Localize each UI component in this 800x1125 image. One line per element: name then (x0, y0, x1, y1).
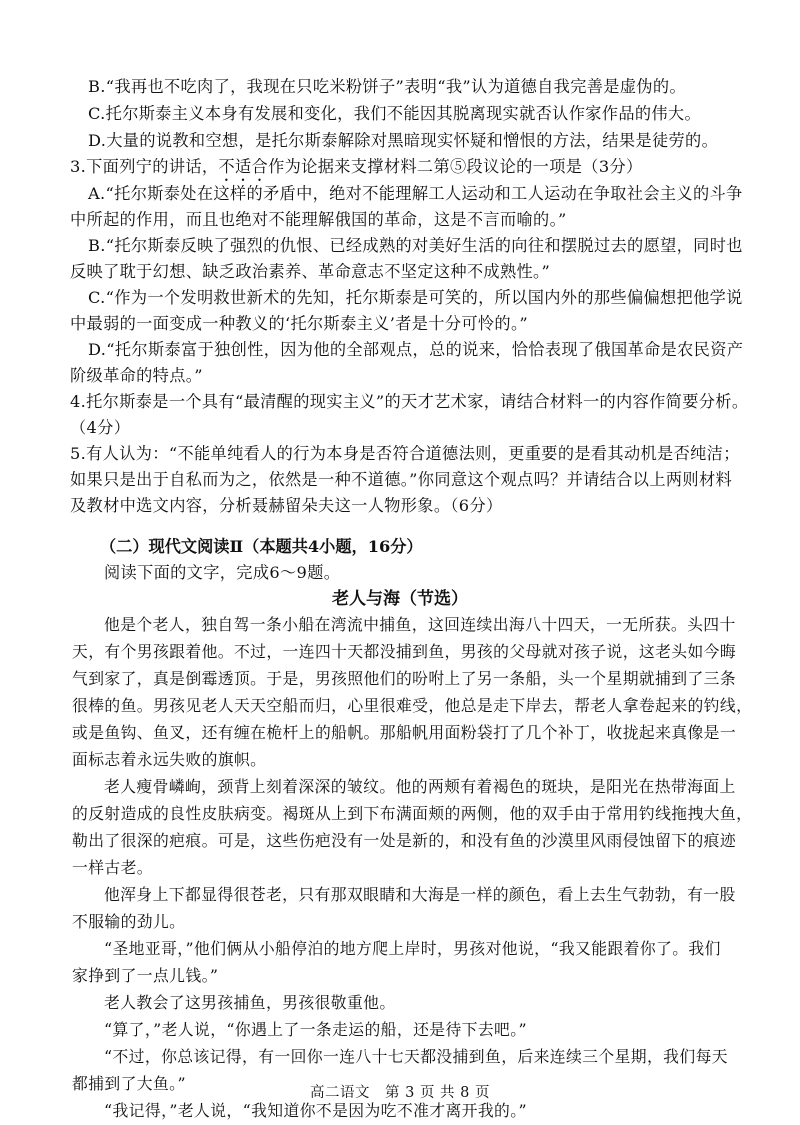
q2-option-c: C.托尔斯泰主义本身有发展和变化，我们不能因其脱离现实就否认作家作品的伟大。 (88, 104, 702, 123)
q3-option-d-line2: 阶级革命的特点。” (70, 366, 203, 385)
q5-line1: 5.有人认为：“不能单纯看人的行为本身是否符合道德法则，更重要的是看其动机是否纯洁； (70, 444, 740, 463)
q3-option-c-line2: 中最弱的一面变成一种教义的‘托尔斯泰主义’者是十分可怜的。” (70, 314, 529, 333)
story-p4-line1: “圣地亚哥，”他们俩从小船停泊的地方爬上岸时，男孩对他说，“我又能跟着你了。我们 (104, 939, 721, 958)
story-p1-line6: 面标志着永远失败的旗帜。 (72, 750, 267, 769)
story-p1-line3: 气到家了，真是倒霉透顶。于是，男孩照他们的吩咐上了另一条船，头一个星期就捕到了三条 (72, 669, 737, 688)
story-p4-line2: 家挣到了一点儿钱。” (72, 966, 219, 985)
story-p2-line2: 的反射造成的良性皮肤病变。褐斑从上到下布满面颊的两侧，他的双手由于常用钓线拖拽大鱼， (72, 804, 753, 823)
story-p1-line2: 天，有个男孩跟着他。不过，一连四十天都没捕到鱼，男孩的父母就对孩子说，这老头如今晦 (72, 642, 737, 661)
passage-title: 老人与海（节选） (332, 589, 468, 609)
section-instruction: 阅读下面的文字，完成6～9题。 (104, 563, 341, 582)
q3-option-a-line1: A.“托尔斯泰处在这样的矛盾中，绝对不能理解工人运动和工人运动在争取社会主义的斗争 (88, 184, 743, 203)
story-p8: “我记得，”老人说，“我知道你不是因为吃不准才离开我的。” (104, 1101, 528, 1120)
story-p2-line3: 勒出了很深的疤痕。可是，这些伤疤没有一处是新的，和没有鱼的沙漠里风雨侵蚀留下的痕迹 (72, 831, 737, 850)
story-p1-line1: 他是个老人，独自驾一条小船在湾流中捕鱼，这回连续出海八十四天，一无所获。头四十 (104, 615, 736, 634)
story-p6: “算了，”老人说，“你遇上了一条走运的船，还是待下去吧。” (104, 1020, 528, 1039)
story-p5: 老人教会了这男孩捕鱼，男孩很敬重他。 (104, 993, 396, 1012)
story-p1-line4: 很棒的鱼。男孩见老人天天空船而归，心里很难受，他总是走下岸去，帮老人拿卷起来的钓线， (72, 696, 753, 715)
q4-line2: （4分） (70, 418, 131, 437)
q5-line2: 如果只是出于自私而为之，依然是一种不道德。”你同意这个观点吗？并请结合以上两则材料 (70, 470, 733, 489)
story-p7-line2: 都捕到了大鱼。” (72, 1074, 186, 1093)
q3-option-b-line1: B.“托尔斯泰反映了强烈的仇恨、已经成熟的对美好生活的向往和摆脱过去的愿望，同时也 (88, 236, 743, 255)
q3-option-b-line2: 反映了耽于幻想、缺乏政治素养、革命意志不坚定这种不成熟性。” (70, 262, 551, 281)
page-footer: 高二语文 第 3 页 共 8 页 (310, 1085, 490, 1101)
q2-option-d: D.大量的说教和空想，是托尔斯泰解除对黑暗现实怀疑和憎恨的方法，结果是徒劳的。 (88, 131, 719, 150)
q3-option-c-line1: C.“作为一个发明救世新术的先知，托尔斯泰是可笑的，所以国内外的那些偏偏想把他学说 (88, 288, 743, 307)
story-p2-line4: 一样古老。 (72, 858, 153, 877)
q3-stem-emphasis: 不适合 (218, 157, 269, 176)
story-p2-line1: 老人瘦骨嶙峋，颈背上刻着深深的皱纹。他的两颊有着褐色的斑块，是阳光在热带海面上 (104, 777, 736, 796)
q5-line3: 及教材中选文内容，分析聂赫留朵夫这一人物形象。（6分） (70, 496, 503, 515)
q3-stem-after: 作为论据来支撑材料二第⑤段议论的一项是（3分） (268, 157, 643, 176)
section-heading: （二）现代文阅读Ⅱ（本题共4小题，16分） (100, 537, 423, 556)
q2-option-b: B.“我再也不吃肉了，我现在只吃米粉饼子”表明“我”认为道德自我完善是虚伪的。 (88, 77, 686, 96)
story-p3-line1: 他浑身上下都显得很苍老，只有那双眼睛和大海是一样的颜色，看上去生气勃勃，有一股 (104, 885, 736, 904)
story-p1-line5: 或是鱼钩、鱼叉，还有缠在桅杆上的船帆。那船帆用面粉袋打了几个补丁，收拢起来真像是一 (72, 723, 737, 742)
q4-line1: 4.托尔斯泰是一个具有“最清醒的现实主义”的天才艺术家，请结合材料一的内容作简要分析。 (70, 392, 749, 411)
story-p3-line2: 不服输的劲儿。 (72, 912, 186, 931)
q3-option-d-line1: D.“托尔斯泰富于独创性，因为他的全部观点，总的说来，恰恰表现了俄国革命是农民资产 (88, 340, 744, 359)
q3-option-a-line2: 中所起的作用，而且也绝对不能理解俄国的革命，这是不言而喻的。” (70, 210, 567, 229)
story-p7-line1: “不过，你总该记得，有一回你一连八十七天都没捕到鱼，后来连续三个星期，我们每天 (104, 1047, 728, 1066)
q3-stem-before: 3.下面列宁的讲话， (70, 157, 219, 176)
